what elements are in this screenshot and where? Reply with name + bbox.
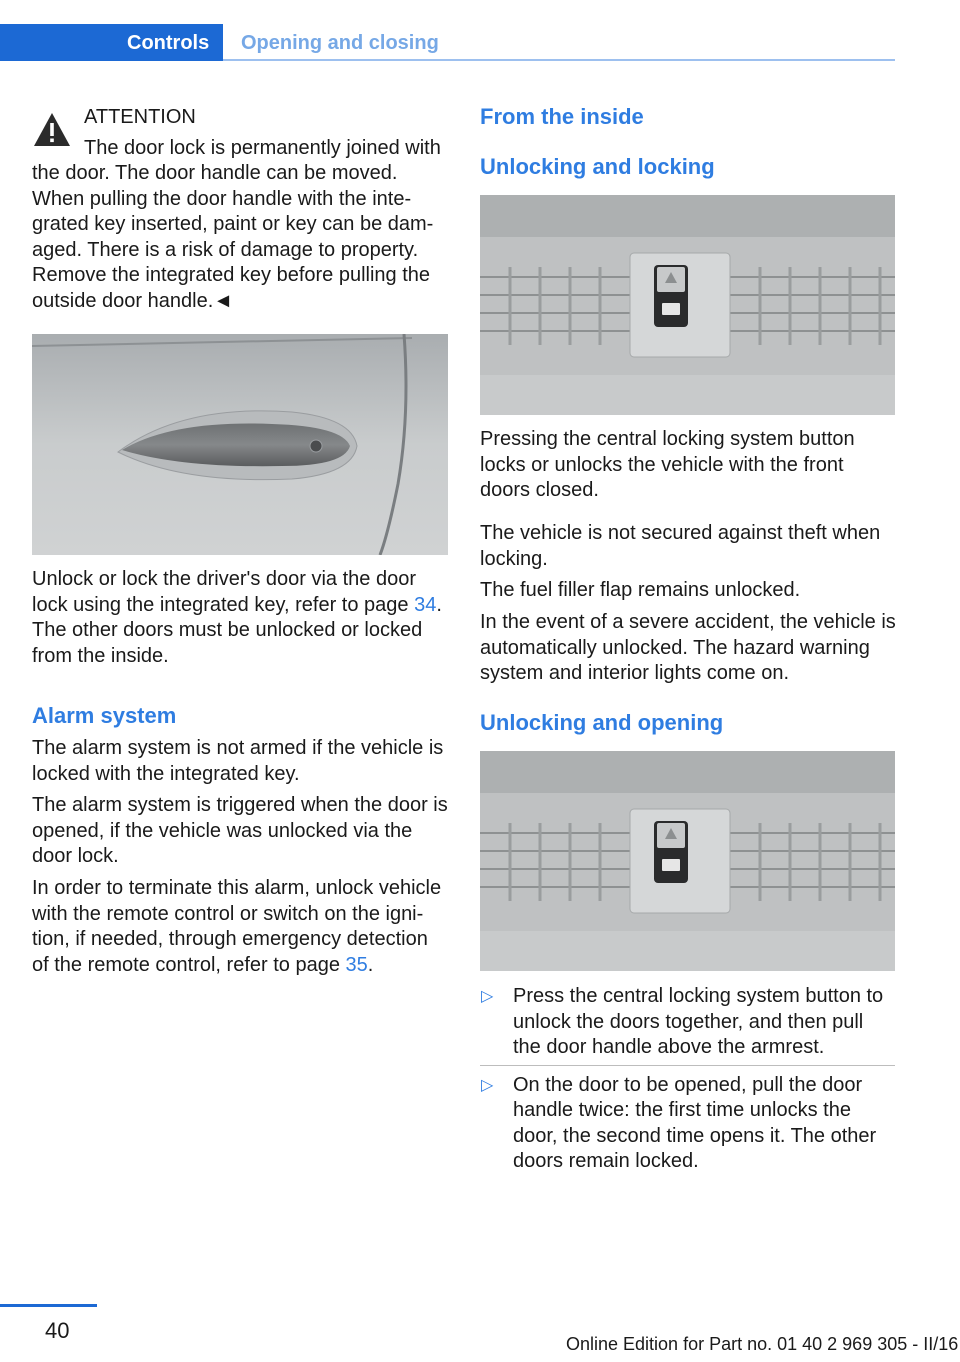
attention-line: outside door handle.◄ [32,289,234,312]
list-item [480,984,900,1067]
alarm-paragraph-3 [32,876,452,978]
list-item [480,1067,900,1175]
alarm-paragraph-2 [32,793,452,870]
fuel-flap-paragraph: The fuel filler flap remains unlocked. [480,579,801,601]
list-line: door, the second time opens it. The other [513,1124,877,1147]
list-line: the door handle above the armrest. [513,1036,825,1058]
central-locking-paragraph [480,427,900,504]
page-link-35[interactable]: 35 [345,953,368,976]
footer-rule [0,1304,97,1307]
list-line: On the door to be opened, pull the door [513,1073,863,1096]
door-lock-line: from the inside. [32,644,169,667]
door-handle-illustration [32,334,448,555]
alarm-line: The alarm system is not armed if the vehicle is [32,737,444,759]
door-lock-line [32,593,452,619]
chapter-label: Opening and closing [241,32,439,54]
alarm-line [32,953,452,979]
alarm-line: locked with the integrated key. [32,762,300,785]
body-line: The vehicle is not secured against theft when [480,522,881,544]
attention-line: When pulling the door handle with the inte‐ [32,187,412,210]
section-label: Controls [127,32,210,54]
header-rule [223,59,895,61]
attention-text [32,161,452,314]
attention-line: Remove the integrated key before pulling the [32,264,431,286]
unlock-open-steps [480,984,900,1175]
door-lock-line: The other doors must be unlocked or locked [32,619,423,641]
locking-button-illustration [480,195,895,415]
door-handle-image [32,334,448,555]
alarm-line: tion, if needed, through emergency detection [32,928,428,950]
attention-line: The door lock is permanently joined with [84,137,441,159]
list-divider [480,1065,895,1066]
locking-button-illustration [480,751,895,971]
triangle-bullet-icon: ▷ [481,988,494,1005]
body-line: system and interior lights come on. [480,662,790,684]
list-line: doors remain locked. [513,1150,699,1172]
attention-line: the door. The door handle can be moved. [32,162,398,184]
unlocking-opening-heading: Unlocking and opening [480,710,724,735]
page-number: 40 [45,1318,70,1343]
locking-button-image-2 [480,751,895,971]
alarm-text: of the remote control, refer to page [32,953,346,976]
alarm-line: The alarm system is triggered when the door is [32,794,448,816]
door-lock-paragraph [32,567,452,669]
list-line: unlock the doors together, and then pull [513,1010,864,1033]
door-lock-line: Unlock or lock the driver's door via the door [32,568,416,590]
alarm-line: opened, if the vehicle was unlocked via the [32,819,413,842]
door-lock-text: lock using the integrated key, refer to page [32,593,415,616]
body-line: Pressing the central locking system button [480,428,855,450]
attention-line: grated key inserted, paint or key can be dam‐ [32,213,434,235]
from-inside-heading: From the inside [480,104,644,129]
triangle-bullet-icon: ▷ [481,1076,494,1094]
alarm-text: . [367,953,374,976]
warning-icon [32,110,72,150]
alarm-line: door lock. [32,845,119,867]
body-line: locking. [480,547,548,570]
page-header [0,24,895,61]
unlocking-locking-heading: Unlocking and locking [480,154,715,179]
body-line: locks or unlocks the vehicle with the front [480,453,844,476]
edition-text: Online Edition for Part no. 01 40 2 969 305 - II/16 [566,1334,959,1354]
alarm-paragraph-1 [32,736,452,787]
body-line: doors closed. [480,479,599,501]
door-lock-text: . [436,593,442,616]
body-line: automatically unlocked. The hazard warning [480,636,870,659]
list-line: Press the central locking system button to [513,985,884,1007]
locking-button-image [480,195,895,415]
attention-line: aged. There is a risk of damage to property. [32,238,419,261]
list-line: handle twice: the first time unlocks the [513,1099,851,1121]
page-link-34[interactable]: 34 [414,593,437,616]
alarm-line: In order to terminate this alarm, unlock vehicle [32,877,442,899]
section-tab[interactable] [0,24,223,61]
alarm-system-heading: Alarm system [32,703,177,728]
accident-paragraph [480,610,900,687]
alarm-line: with the remote control or switch on the igni‐ [32,902,424,925]
attention-label: ATTENTION [84,106,196,128]
body-line: In the event of a severe accident, the vehicle is [480,611,896,633]
theft-paragraph [480,521,900,572]
